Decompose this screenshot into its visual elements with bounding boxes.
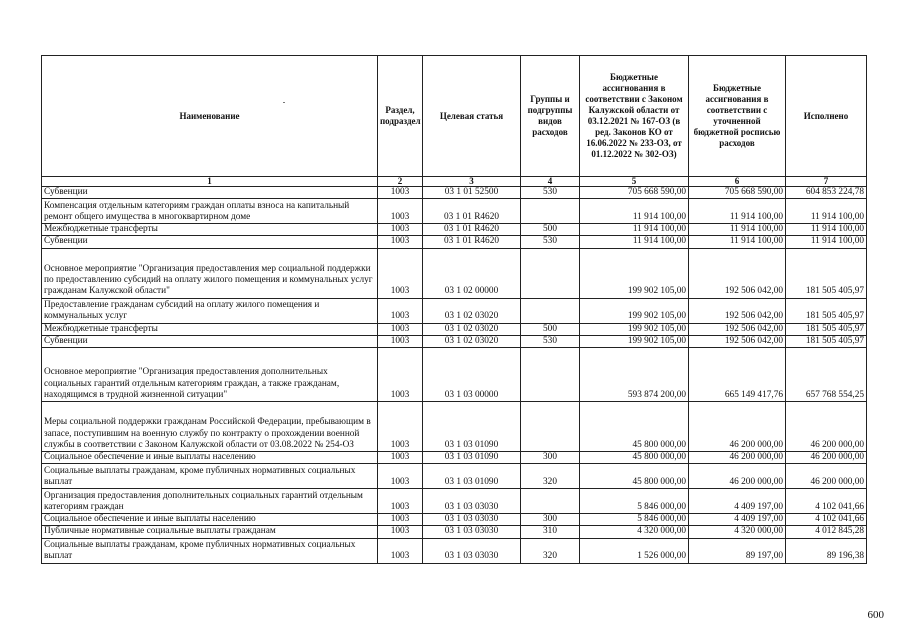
table-row <box>42 298 867 323</box>
row-group: 530 <box>521 187 580 199</box>
row-group: 530 <box>521 335 580 347</box>
row-executed: 11 914 100,00 <box>786 199 867 224</box>
row-budget-refined: 192 506 042,00 <box>689 298 786 323</box>
row-section: 1003 <box>378 248 423 298</box>
row-budget-law: 11 914 100,00 <box>580 224 689 236</box>
row-group: 530 <box>521 236 580 248</box>
row-target: 03 1 03 03030 <box>423 489 521 514</box>
row-section: 1003 <box>378 402 423 452</box>
table-row <box>42 248 867 298</box>
row-executed: 657 768 554,25 <box>786 348 867 402</box>
row-name: Предоставление гражданам субсидий на оплату жилого помещения и коммунальных услуг <box>42 298 378 323</box>
row-target: 03 1 03 03030 <box>423 538 521 563</box>
row-section: 1003 <box>378 348 423 402</box>
row-budget-law: 45 800 000,00 <box>580 464 689 489</box>
row-group <box>521 298 580 323</box>
row-budget-refined: 705 668 590,00 <box>689 187 786 199</box>
row-budget-law: 11 914 100,00 <box>580 199 689 224</box>
row-target: 03 1 02 03020 <box>423 323 521 335</box>
row-target: 03 1 02 03020 <box>423 298 521 323</box>
page-number: 600 <box>867 609 884 621</box>
row-budget-law: 199 902 105,00 <box>580 323 689 335</box>
row-name: Основное мероприятие "Организация предоставления дополнительных социальных гарантий отдельным категориям граждан, а также гражданам, находящимся в трудной жизненной ситуации" <box>42 348 378 402</box>
row-section: 1003 <box>378 452 423 464</box>
row-group: 320 <box>521 538 580 563</box>
row-group: 500 <box>521 224 580 236</box>
row-name: Публичные нормативные социальные выплаты гражданам <box>42 526 378 538</box>
column-number: 7 <box>786 177 867 187</box>
row-group: 300 <box>521 452 580 464</box>
row-budget-law: 1 526 000,00 <box>580 538 689 563</box>
row-target: 03 1 02 03020 <box>423 335 521 347</box>
table-row <box>42 489 867 514</box>
row-group <box>521 199 580 224</box>
row-budget-law: 45 800 000,00 <box>580 452 689 464</box>
row-target: 03 1 01 R4620 <box>423 224 521 236</box>
row-group: 500 <box>521 323 580 335</box>
row-budget-refined: 46 200 000,00 <box>689 464 786 489</box>
row-executed: 181 505 405,97 <box>786 298 867 323</box>
row-group: 310 <box>521 526 580 538</box>
row-section: 1003 <box>378 489 423 514</box>
row-budget-refined: 192 506 042,00 <box>689 323 786 335</box>
column-number: 4 <box>521 177 580 187</box>
row-budget-refined: 46 200 000,00 <box>689 402 786 452</box>
row-budget-refined: 11 914 100,00 <box>689 224 786 236</box>
row-budget-refined: 192 506 042,00 <box>689 335 786 347</box>
row-name: Субвенции <box>42 236 378 248</box>
header-section: Раздел, подраздел <box>378 56 423 177</box>
column-number: 3 <box>423 177 521 187</box>
row-executed: 46 200 000,00 <box>786 402 867 452</box>
row-group <box>521 402 580 452</box>
row-executed: 4 102 041,66 <box>786 489 867 514</box>
row-target: 03 1 02 00000 <box>423 248 521 298</box>
row-name: Межбюджетные трансферты <box>42 323 378 335</box>
row-budget-law: 199 902 105,00 <box>580 335 689 347</box>
row-budget-refined: 4 409 197,00 <box>689 514 786 526</box>
row-group <box>521 489 580 514</box>
row-target: 03 1 03 03030 <box>423 526 521 538</box>
row-budget-law: 593 874 200,00 <box>580 348 689 402</box>
row-target: 03 1 01 R4620 <box>423 199 521 224</box>
row-name: Межбюджетные трансферты <box>42 224 378 236</box>
row-executed: 4 012 845,28 <box>786 526 867 538</box>
row-executed: 181 505 405,97 <box>786 323 867 335</box>
row-group <box>521 348 580 402</box>
row-executed: 46 200 000,00 <box>786 452 867 464</box>
row-name: Субвенции <box>42 187 378 199</box>
row-name: Социальное обеспечение и иные выплаты населению <box>42 452 378 464</box>
row-target: 03 1 03 01090 <box>423 452 521 464</box>
row-name: Меры социальной поддержки гражданам Российской Федерации, пребывающим в запасе, поступившим на военную службу по контракту о прохождении военной службы в соответствии с Законом Калужской области от 03.08.2022 № 254-ОЗ <box>42 402 378 452</box>
row-budget-refined: 4 320 000,00 <box>689 526 786 538</box>
table-row <box>42 323 867 335</box>
row-budget-law: 705 668 590,00 <box>580 187 689 199</box>
row-name: Социальные выплаты гражданам, кроме публичных нормативных социальных выплат <box>42 538 378 563</box>
row-executed: 4 102 041,66 <box>786 514 867 526</box>
row-budget-refined: 4 409 197,00 <box>689 489 786 514</box>
row-section: 1003 <box>378 335 423 347</box>
row-budget-law: 5 846 000,00 <box>580 489 689 514</box>
table-row <box>42 464 867 489</box>
row-name: Социальное обеспечение и иные выплаты населению <box>42 514 378 526</box>
row-section: 1003 <box>378 526 423 538</box>
row-executed: 11 914 100,00 <box>786 224 867 236</box>
column-number: 1 <box>42 177 378 187</box>
row-target: 03 1 03 01090 <box>423 402 521 452</box>
row-group <box>521 248 580 298</box>
row-section: 1003 <box>378 187 423 199</box>
row-executed: 181 505 405,97 <box>786 248 867 298</box>
row-target: 03 1 03 01090 <box>423 464 521 489</box>
row-section: 1003 <box>378 538 423 563</box>
row-budget-law: 4 320 000,00 <box>580 526 689 538</box>
row-group: 300 <box>521 514 580 526</box>
table-row <box>42 538 867 563</box>
header-target: Целевая статья <box>423 56 521 177</box>
table-row <box>42 514 867 526</box>
row-name: Субвенции <box>42 335 378 347</box>
table-row <box>42 348 867 402</box>
row-budget-law: 11 914 100,00 <box>580 236 689 248</box>
row-budget-refined: 11 914 100,00 <box>689 236 786 248</box>
row-budget-refined: 192 506 042,00 <box>689 248 786 298</box>
column-number: 2 <box>378 177 423 187</box>
row-name: Основное мероприятие "Организация предоставления мер социальной поддержки по предоставлению субсидий на оплату жилого помещения и коммунальных услуг гражданам Калужской области" <box>42 248 378 298</box>
table-row <box>42 402 867 452</box>
row-budget-law: 5 846 000,00 <box>580 514 689 526</box>
row-executed: 46 200 000,00 <box>786 464 867 489</box>
column-number: 5 <box>580 177 689 187</box>
column-number-row <box>42 177 867 187</box>
row-executed: 11 914 100,00 <box>786 236 867 248</box>
row-budget-refined: 11 914 100,00 <box>689 199 786 224</box>
row-executed: 181 505 405,97 <box>786 335 867 347</box>
row-section: 1003 <box>378 236 423 248</box>
row-budget-law: 45 800 000,00 <box>580 402 689 452</box>
row-budget-law: 199 902 105,00 <box>580 298 689 323</box>
table-row <box>42 526 867 538</box>
header-budget-refined: Бюджетные ассигнования в соответствии с уточненной бюджетной росписью расходов <box>689 56 786 177</box>
table-row <box>42 452 867 464</box>
row-section: 1003 <box>378 464 423 489</box>
header-budget-law: Бюджетные ассигнования в соответствии с Законом Калужской области от 03.12.2021 № 167-ОЗ (в ред. Законов КО от 16.06.2022 № 233-ОЗ, от 01.12.2022 № 302-ОЗ) <box>580 56 689 177</box>
row-budget-refined: 89 197,00 <box>689 538 786 563</box>
row-section: 1003 <box>378 224 423 236</box>
row-target: 03 1 01 52500 <box>423 187 521 199</box>
column-number: 6 <box>689 177 786 187</box>
table-row <box>42 187 867 199</box>
budget-table <box>41 55 867 564</box>
row-budget-law: 199 902 105,00 <box>580 248 689 298</box>
table-row <box>42 224 867 236</box>
header-groups: Группы и подгруппы видов расходов <box>521 56 580 177</box>
row-executed: 89 196,38 <box>786 538 867 563</box>
row-target: 03 1 01 R4620 <box>423 236 521 248</box>
header-executed: Исполнено <box>786 56 867 177</box>
row-name: Социальные выплаты гражданам, кроме публичных нормативных социальных выплат <box>42 464 378 489</box>
table-row <box>42 335 867 347</box>
row-section: 1003 <box>378 514 423 526</box>
table-row <box>42 199 867 224</box>
row-section: 1003 <box>378 199 423 224</box>
row-budget-refined: 46 200 000,00 <box>689 452 786 464</box>
row-section: 1003 <box>378 298 423 323</box>
row-executed: 604 853 224,78 <box>786 187 867 199</box>
scan-artifact <box>283 102 285 103</box>
table-row <box>42 236 867 248</box>
row-target: 03 1 03 03030 <box>423 514 521 526</box>
row-name: Организация предоставления дополнительных социальных гарантий отдельным категориям граждан <box>42 489 378 514</box>
row-target: 03 1 03 00000 <box>423 348 521 402</box>
header-row <box>42 56 867 177</box>
row-section: 1003 <box>378 323 423 335</box>
row-budget-refined: 665 149 417,76 <box>689 348 786 402</box>
row-group: 320 <box>521 464 580 489</box>
header-name: Наименование <box>42 56 378 177</box>
row-name: Компенсация отдельным категориям граждан оплаты взноса на капитальный ремонт общего имущества в многоквартирном доме <box>42 199 378 224</box>
